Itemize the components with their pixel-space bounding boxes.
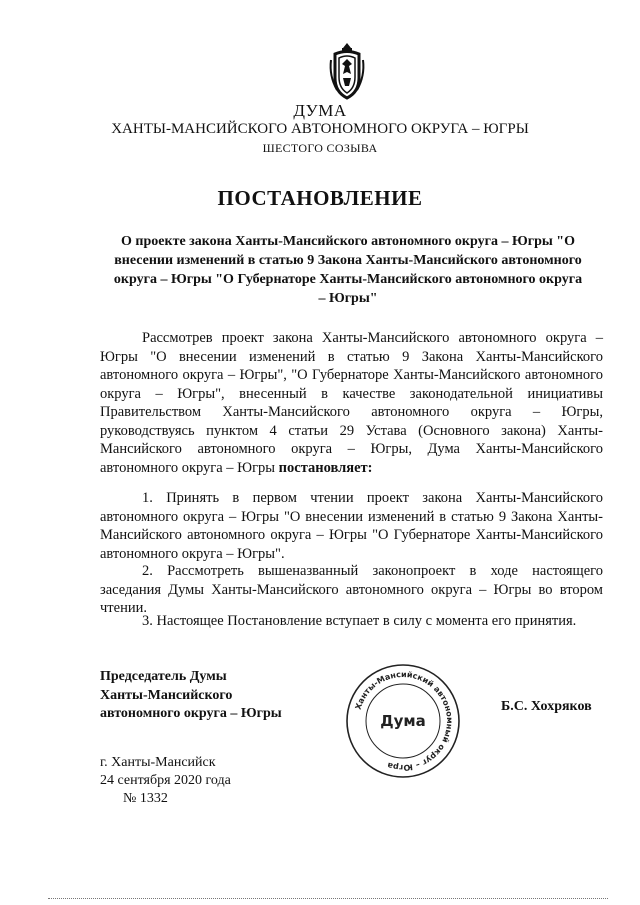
document-subject: О проекте закона Ханты-Мансийского автономного округа – Югры "О внесении изменений в статью 9 Закона Ханты-Мансийского автономного округа – Югры "О Губернаторе Ханты-Мансийского автономного округа – Югры" [113,234,583,306]
signatory-name: Б.С. Хохряков [501,699,592,714]
intro-text: Рассмотрев проект закона Ханты-Мансийского автономного округа – Югры "О внесении изменений в статью 9 Закона Ханты-Мансийского автономного округа – Югры", "О Губернаторе Ханты-Мансийского автономного округа – Югры", внесенный в качестве законодательной инициативы Правительством Ханты-Мансийского автономного округа – Югры, руководствуясь пунктом 4 статьи 29 Устава (Основного закона) Ханты-Мансийского автономного округа – Югры, Дума Ханты-Мансийского автономного округа – Югры [100,330,603,476]
signatory-position-line: Ханты-Мансийского [100,687,233,703]
page-edge-divider [48,898,608,899]
document-type-title: ПОСТАНОВЛЕНИЕ [217,186,423,210]
signatory-position-line: Председатель Думы [100,669,227,684]
document-footer [100,754,231,808]
seal-ring-text: Ханты-Мансийский автономный округ – Югра [353,669,455,773]
org-name: ДУМА [293,101,347,120]
place-of-issue: г. Ханты-Мансийск [100,755,216,770]
org-region: ХАНТЫ-МАНСИЙСКОГО АВТОНОМНОГО ОКРУГА – ЮГРЫ [111,121,529,137]
signatory-position [100,668,282,724]
signatory-position-line: автономного округа – Югры [100,706,282,721]
resolution-item: 3. Настоящее Постановление вступает в силу с момента его принятия. [142,613,577,629]
document-number: № 1332 [123,791,168,806]
intro-resolves: постановляет: [278,459,373,476]
seal-center-text: Дума [380,712,426,730]
intro-paragraph [100,329,603,477]
resolution-item: 2. Рассмотреть вышеназванный законопроект в ходе настоящего заседания Думы Ханты-Мансийского автономного округа – Югры во втором чтении. [100,563,603,616]
official-seal [344,662,462,780]
coat-of-arms-icon [327,40,367,102]
resolution-item: 1. Принять в первом чтении проект закона Ханты-Мансийского автономного округа – Югры "О внесении изменений в статью 9 Закона Ханты-Мансийского автономного округа – Югры "О Губернаторе Ханты-Мансийского автономного округа – Югры". [100,490,603,562]
issue-date: 24 сентября 2020 года [100,773,231,788]
convocation: ШЕСТОГО СОЗЫВА [262,141,378,155]
